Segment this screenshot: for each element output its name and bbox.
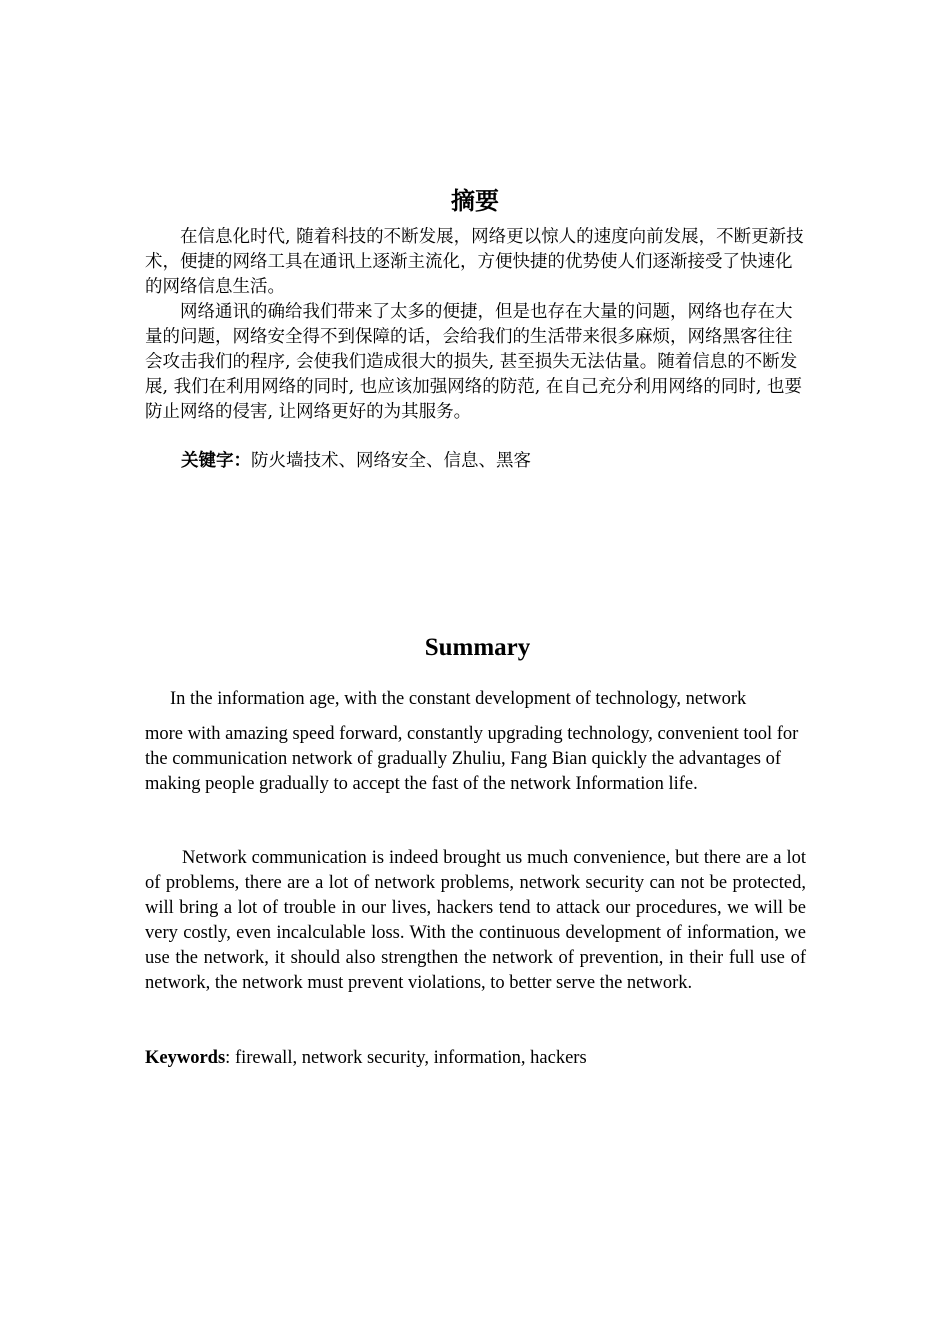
english-keywords-label: Keywords bbox=[145, 1048, 226, 1068]
chinese-keywords-text: 防火墙技术、网络安全、信息、黑客 bbox=[251, 451, 531, 471]
english-keywords bbox=[145, 1046, 809, 1071]
english-keywords-separator: : bbox=[225, 1048, 235, 1068]
english-paragraph-1-first-line: In the information age, with the constant development of technology, network bbox=[170, 689, 747, 709]
chinese-abstract-body bbox=[145, 225, 809, 425]
chinese-abstract-title: 摘要 bbox=[451, 187, 499, 215]
english-paragraph-1-rest: more with amazing speed forward, constantly upgrading technology, convenient tool for the communication network of gradually Zhuliu, Fang Bian quickly the advantages of making people gradually to accept the fast of the network Information life. bbox=[145, 724, 799, 794]
english-keywords-text: firewall, network security, information, hackers bbox=[234, 1048, 587, 1068]
chinese-abstract-paragraph-1: 在信息化时代, 随着科技的不断发展，网络更以惊人的速度向前发展，不断更新技术，便捷的网络工具在通讯上逐渐主流化，方便快捷的优势使人们逐渐接受了快速化的网络信息生活。 bbox=[145, 227, 804, 297]
chinese-keywords-label: 关键字： bbox=[181, 451, 251, 471]
chinese-keywords bbox=[181, 449, 801, 474]
english-summary-title: Summary bbox=[424, 634, 531, 661]
chinese-abstract-paragraph-2: 网络通讯的确给我们带来了太多的便捷，但是也存在大量的问题，网络也存在大量的问题，网络安全得不到保障的话，会给我们的生活带来很多麻烦，网络黑客往往会攻击我们的程序, 会使我们造成很大的损失, 甚至损失无法估量。随着信息的不断发展, 我们在利用网络的同时, 也应该加强网络的防范, 在自己充分利用网络的同时, 也要防止网络的侵害, 让网络更好的为其服务。 bbox=[145, 302, 802, 422]
english-paragraph-2: Network communication is indeed brought us much convenience, but there are a lot of problems, there are a lot of network problems, network security can not be protected, will bring a lot of trouble in our lives, hackers tend to attack our procedures, we will be very costly, even incalculable loss. With the continuous development of information, we use the network, it should also strengthen the network of prevention, in their full use of network, the network must prevent violations, to better serve the network. bbox=[145, 848, 806, 993]
